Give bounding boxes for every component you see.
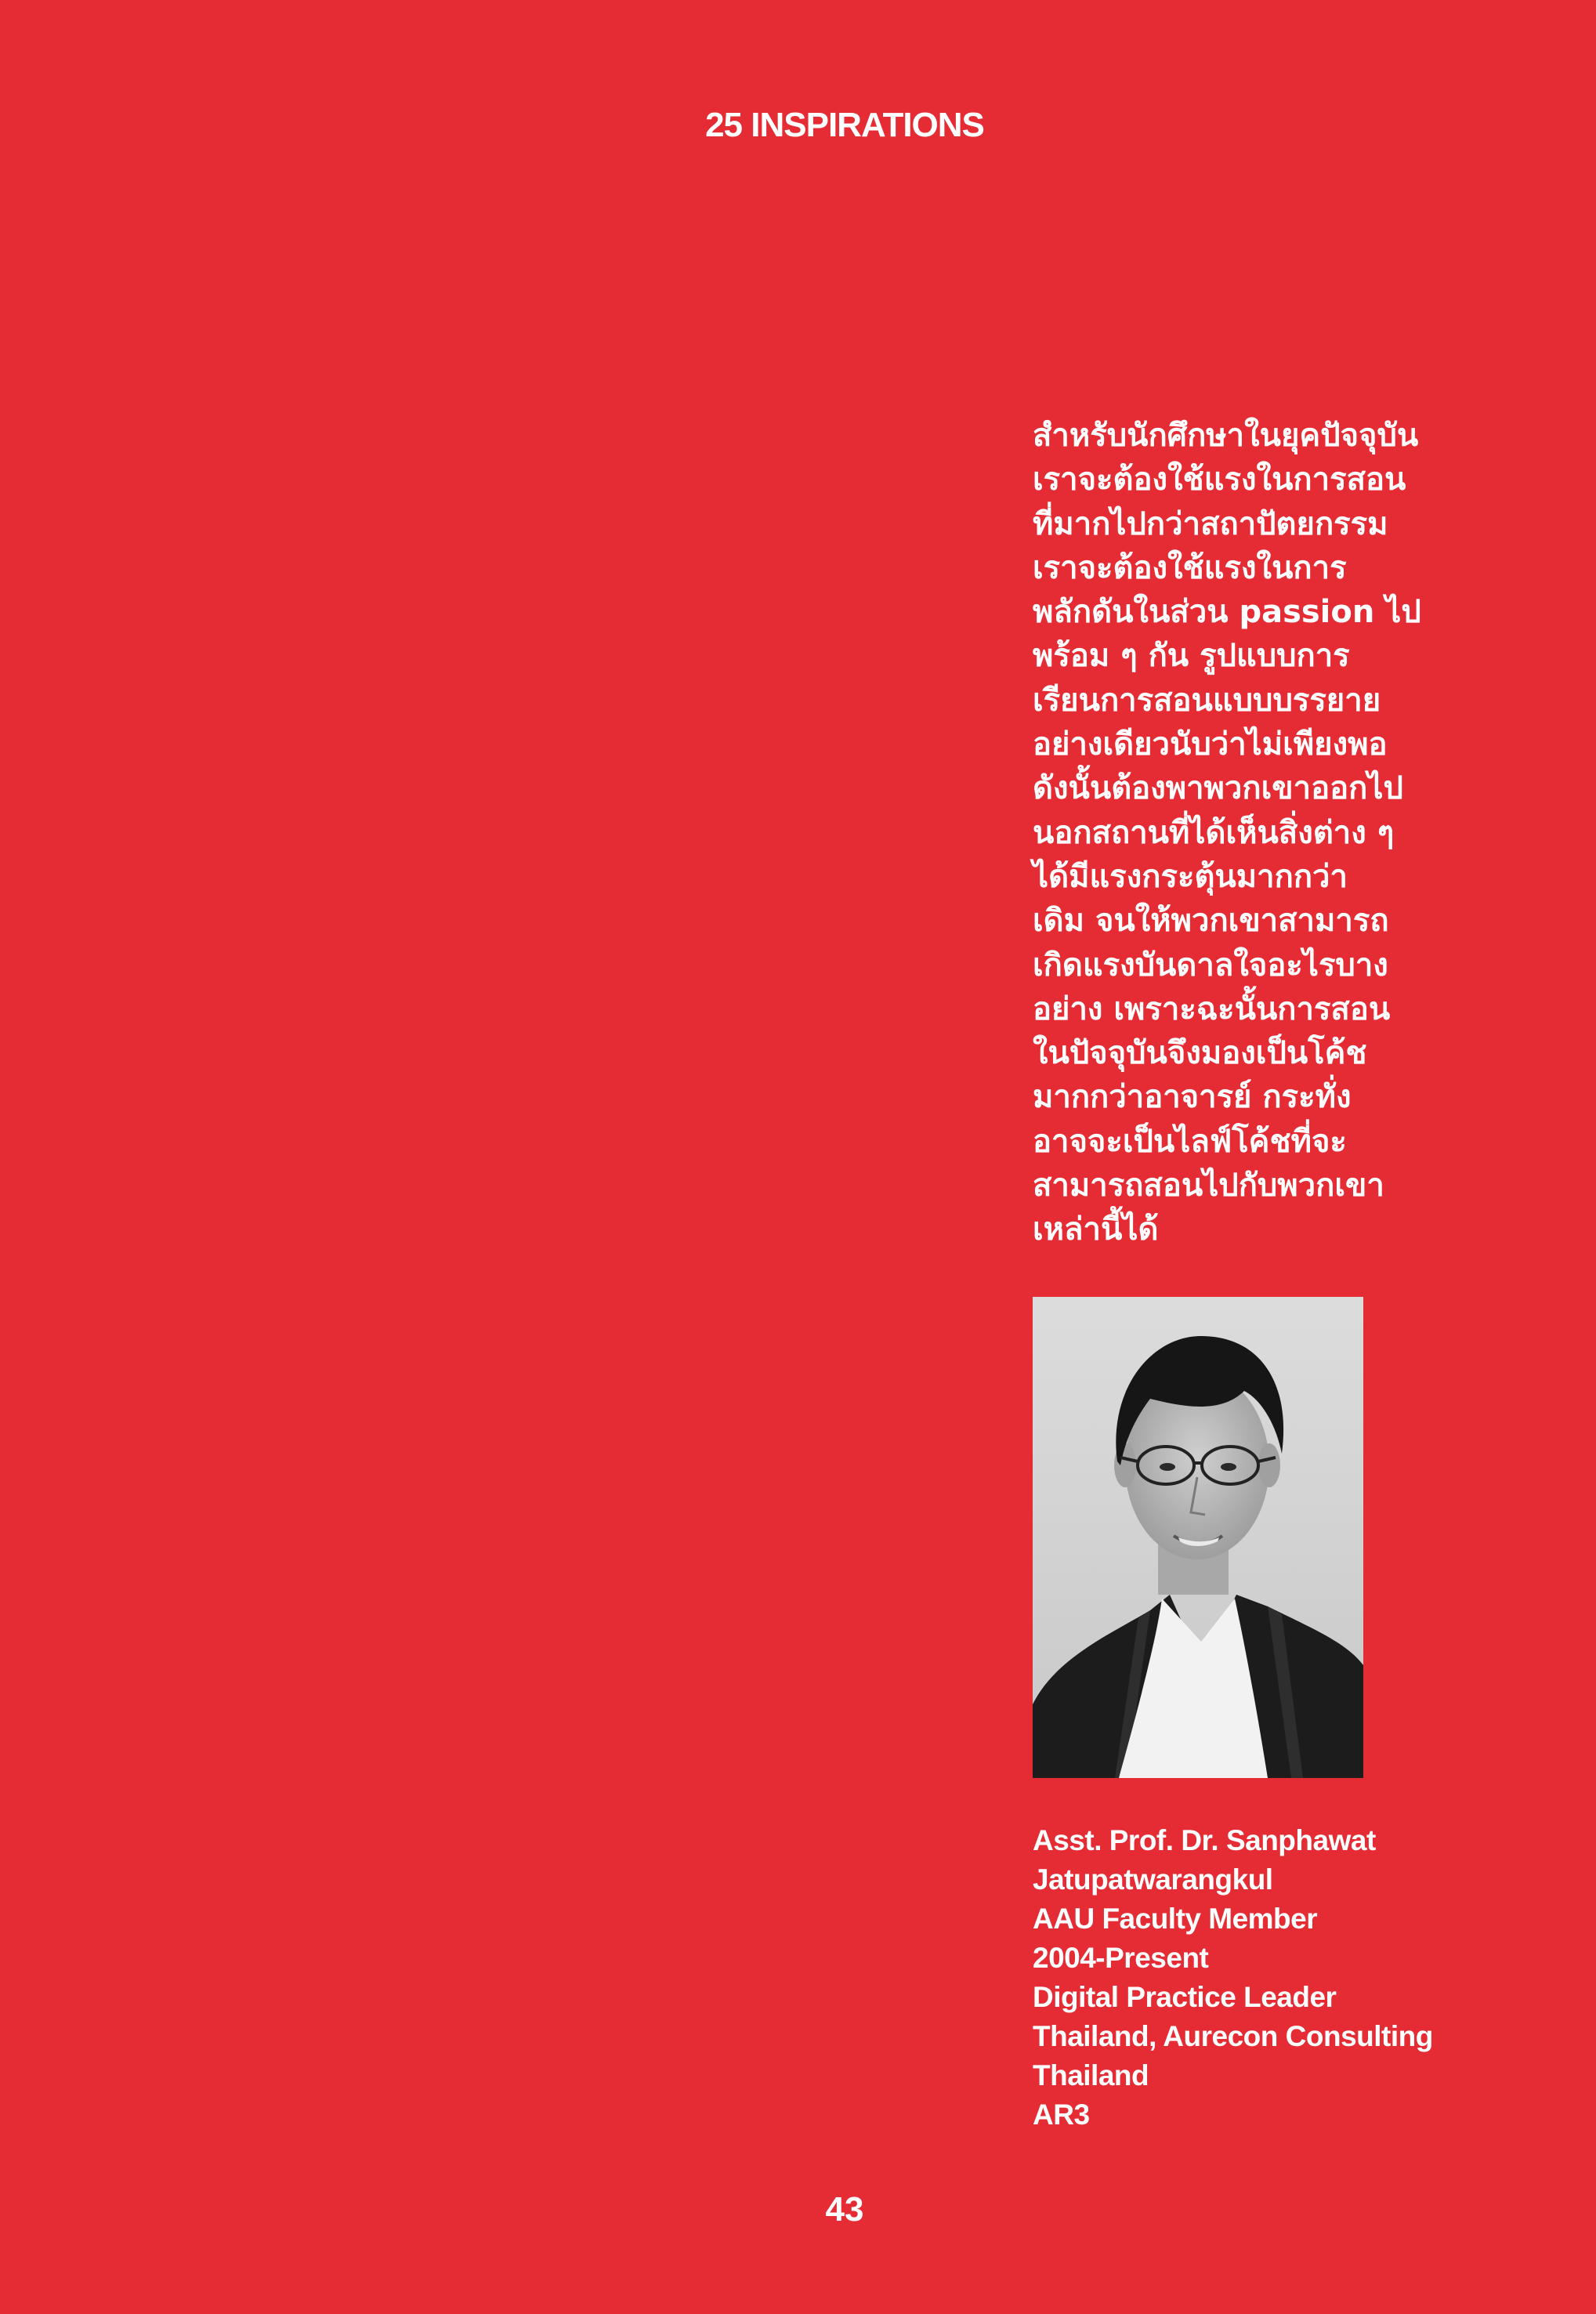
- person-caption: [1033, 1821, 1581, 2135]
- caption-company: Thailand, Aurecon Consulting: [1033, 2020, 1433, 2052]
- quote-line: เรียนการสอนแบบบรรยาย: [1033, 682, 1381, 719]
- portrait-photo: [1033, 1297, 1363, 1778]
- quote-line: อาจจะเป็นไลฟ์โค้ชที่จะ: [1033, 1123, 1347, 1160]
- quote-line: เดิม จนให้พวกเขาสามารถ: [1033, 903, 1389, 940]
- quote-line: พลักดันในส่วน passion ไป: [1033, 594, 1421, 631]
- quote-line: ในปัจจุบันจึงมองเป็นโค้ช: [1033, 1035, 1367, 1072]
- caption-class: AR3: [1033, 2099, 1090, 2131]
- quote-line: สามารถสอนไปกับพวกเขา: [1033, 1168, 1384, 1204]
- quote-line: ที่มากไปกว่าสถาปัตยกรรม: [1033, 505, 1388, 542]
- quote-line: ดังนั้นต้องพาพวกเขาออกไป: [1033, 770, 1403, 807]
- quote-line: อย่าง เพราะฉะนั้นการสอน: [1033, 990, 1391, 1027]
- quote-line: เหล่านี้ได้: [1033, 1211, 1159, 1248]
- caption-role: AAU Faculty Member: [1033, 1903, 1318, 1935]
- caption-position: Digital Practice Leader: [1033, 1981, 1337, 2013]
- quote-line: อย่างเดียวนับว่าไม่เพียงพอ: [1033, 726, 1388, 763]
- quote-text: [1033, 414, 1471, 1252]
- page-number: 43: [825, 2190, 864, 2229]
- quote-line: สำหรับนักศึกษาในยุคปัจจุบัน: [1033, 418, 1419, 454]
- quote-line: มากกว่าอาจารย์ กระทั่ง: [1033, 1079, 1352, 1116]
- caption-name: Asst. Prof. Dr. Sanphawat: [1033, 1824, 1376, 1856]
- caption-period: 2004-Present: [1033, 1942, 1209, 1974]
- quote-line: เกิดแรงบันดาลใจอะไรบาง: [1033, 947, 1388, 983]
- quote-line: นอกสถานที่ได้เห็นสิ่งต่าง ๆ: [1033, 814, 1395, 851]
- quote-line: ได้มีแรงกระตุ้นมากกว่า: [1033, 858, 1348, 895]
- portrait-illustration: [1033, 1297, 1363, 1778]
- quote-line: พร้อม ๆ กัน รูปแบบการ: [1033, 638, 1350, 675]
- caption-country: Thailand: [1033, 2059, 1149, 2091]
- caption-surname: Jatupatwarangkul: [1033, 1863, 1273, 1896]
- quote-line: เราจะต้องใช้แรงในการสอน: [1033, 462, 1406, 498]
- quote-line: เราจะต้องใช้แรงในการ: [1033, 549, 1347, 586]
- page-header-title: 25 INSPIRATIONS: [705, 106, 984, 144]
